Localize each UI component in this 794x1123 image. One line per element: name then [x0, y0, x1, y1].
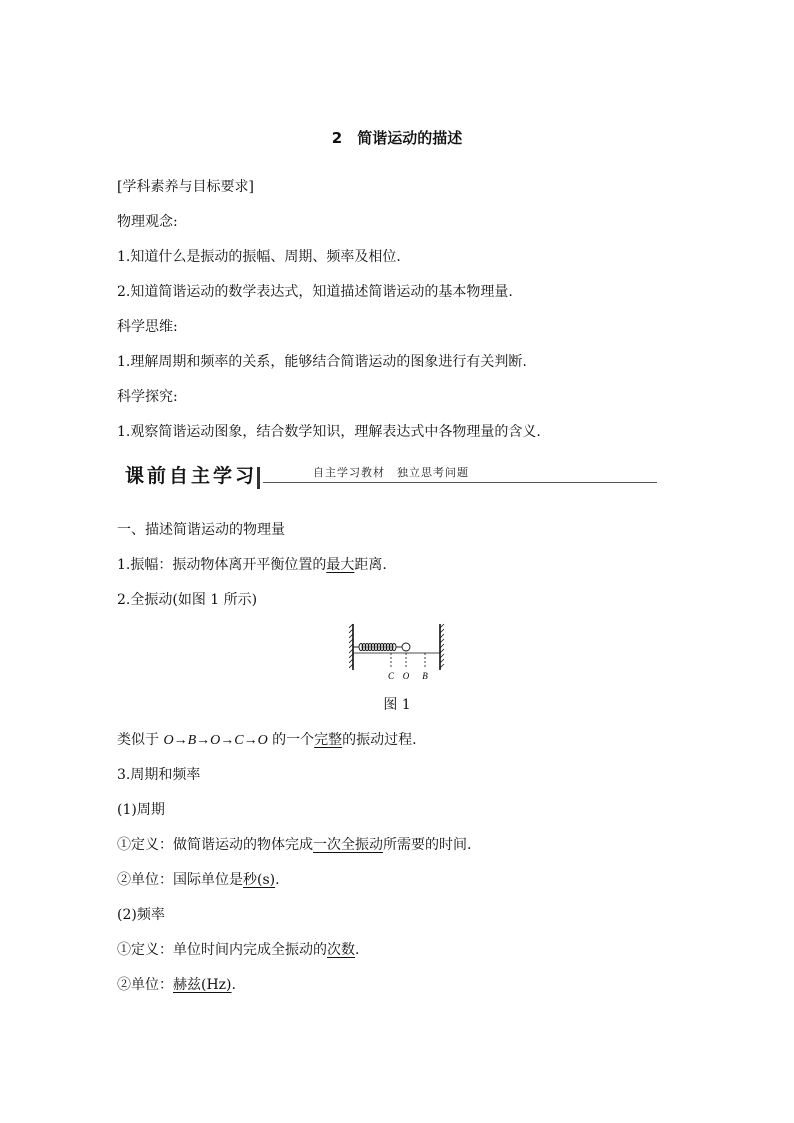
freq-def-prefix: ①定义：单位时间内完成全振动的 [117, 942, 327, 958]
frequency-label: (2)频率 [117, 907, 165, 923]
part1-heading: 一、描述简谐运动的物理量 [117, 522, 285, 538]
full-vibration-line: 2.全振动(如图 1 所示) [117, 592, 258, 608]
freq-unit-suffix: . [231, 977, 236, 993]
analogy-path: O→B→O→C→O [163, 733, 268, 748]
period-unit-suffix: . [275, 872, 280, 888]
right-wall [440, 624, 444, 670]
period-unit-key: 秒(s) [243, 872, 276, 888]
amplitude-text: 1.振幅：振动物体离开平衡位置的 [117, 557, 327, 573]
freq-unit-key: 赫兹(Hz) [173, 977, 232, 993]
spring-oscillator-figure [349, 622, 445, 682]
label-b: B [422, 671, 428, 681]
frequency-definition [117, 941, 359, 959]
period-def-key: 一次全振动 [313, 837, 383, 853]
left-wall [349, 624, 353, 670]
thinking-item-1: 1.理解周期和频率的关系，能够结合简谐运动的图象进行有关判断. [117, 354, 527, 370]
position-markers [391, 653, 425, 667]
frequency-unit [117, 976, 236, 994]
period-unit [117, 871, 280, 889]
freq-def-suffix: . [355, 942, 360, 958]
period-def-prefix: ①定义：做简谐运动的物体完成 [117, 837, 313, 853]
concept-item-2: 2.知道简谐运动的数学表达式，知道描述简谐运动的基本物理量. [117, 284, 513, 300]
figure-caption: 图 1 [383, 697, 411, 713]
analogy-suffix: 的振动过程. [342, 732, 417, 748]
period-frequency-heading: 3.周期和频率 [117, 767, 201, 783]
banner-divider [257, 467, 260, 489]
inquiry-label: 科学探究: [117, 389, 178, 405]
amplitude-line [117, 556, 387, 574]
concept-item-1: 1.知道什么是振动的振幅、周期、频率及相位. [117, 249, 401, 265]
freq-def-key: 次数 [327, 942, 355, 958]
ball [402, 643, 410, 651]
concept-label: 物理观念: [117, 214, 178, 230]
banner-subtitle: 自主学习教材 独立思考问题 [313, 466, 469, 479]
thinking-label: 科学思维: [117, 319, 178, 335]
period-def-suffix: 所需要的时间. [383, 837, 472, 853]
label-c: C [387, 671, 395, 681]
period-unit-prefix: ②单位：国际单位是 [117, 872, 243, 888]
amplitude-suffix: 距离. [354, 557, 387, 573]
amplitude-key: 最大 [326, 557, 355, 573]
label-o: O [402, 671, 410, 681]
banner-label: 课前自主学习 [125, 465, 258, 487]
period-definition [117, 836, 471, 854]
section-banner [117, 463, 657, 491]
spring-coil [353, 644, 402, 651]
inquiry-item-1: 1.观察简谐运动图象，结合数学知识，理解表达式中各物理量的含义. [117, 424, 541, 440]
freq-unit-prefix: ②单位： [117, 977, 173, 993]
analogy-key: 完整 [314, 732, 343, 748]
banner-rule [263, 482, 657, 483]
section-heading: [学科素养与目标要求] [117, 179, 254, 195]
analogy-mid: 的一个 [272, 732, 315, 748]
analogy-prefix: 类似于 [117, 732, 159, 748]
analogy-line [117, 731, 417, 750]
page-title: 2 简谐运动的描述 [331, 129, 463, 147]
period-label: (1)周期 [117, 802, 165, 818]
